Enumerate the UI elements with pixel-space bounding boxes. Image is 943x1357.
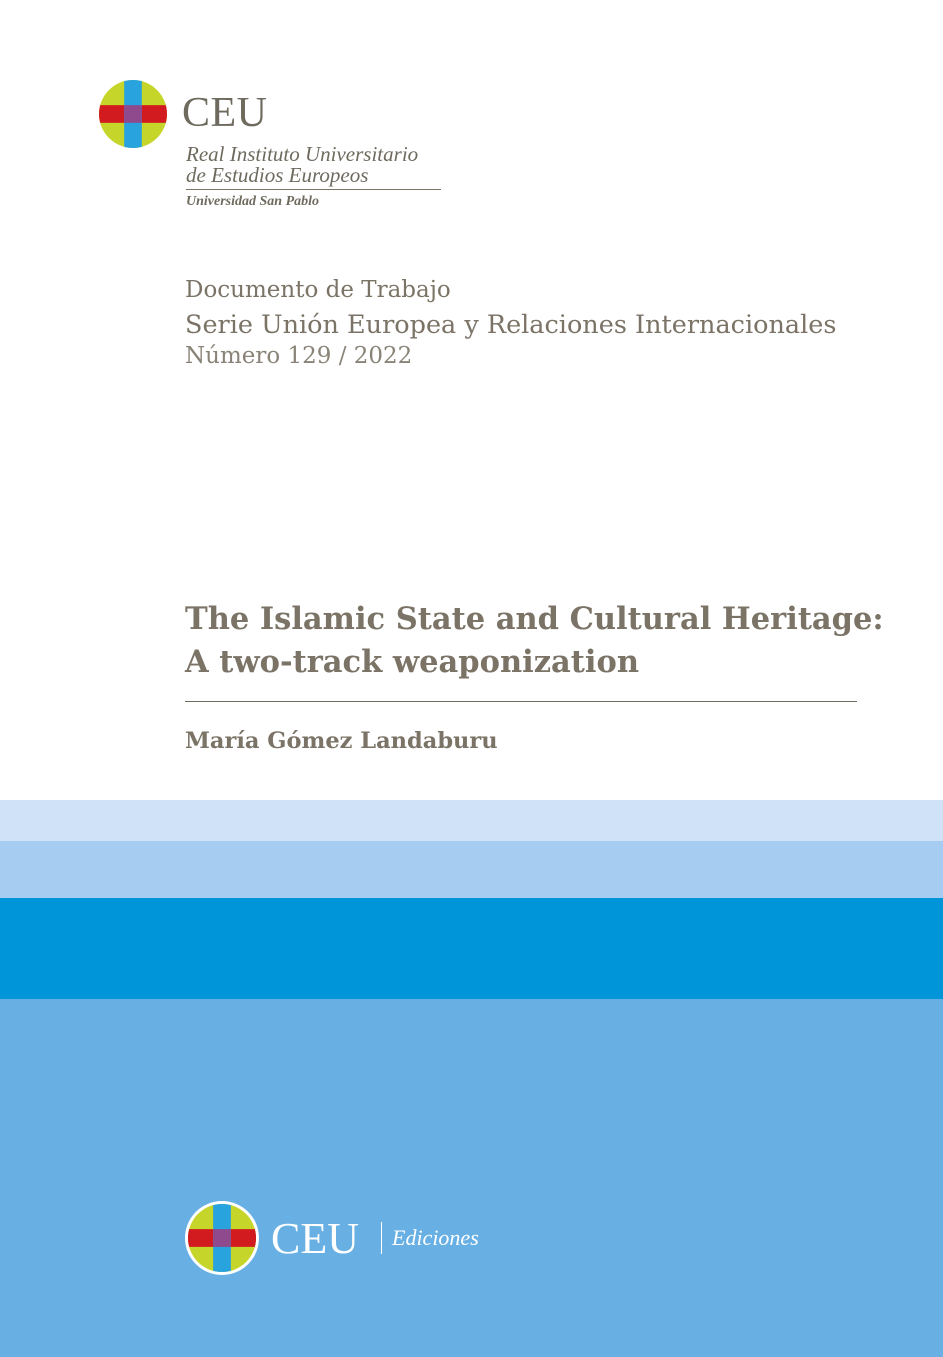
series-name: Serie Unión Europea y Relaciones Internacionales <box>185 310 837 340</box>
band-strong <box>0 898 943 999</box>
university-name: Universidad San Pablo <box>186 194 320 209</box>
ceu-ediciones-wordmark: CEU <box>271 1214 359 1263</box>
ceu-emblem-icon <box>99 80 167 148</box>
imprint-name: Ediciones <box>392 1225 479 1250</box>
band-light <box>0 800 943 841</box>
imprint-separator <box>381 1222 382 1254</box>
band-base <box>0 999 943 1357</box>
ceu-wordmark: CEU <box>182 90 268 136</box>
title-divider <box>185 701 857 702</box>
institute-divider <box>186 189 441 190</box>
band-mid <box>0 841 943 898</box>
issue-number: Número 129 / 2022 <box>185 343 413 369</box>
document-type: Documento de Trabajo <box>185 277 451 303</box>
institute-name-line1: Real Instituto Universitario <box>186 142 419 166</box>
institute-name-line2: de Estudios Europeos <box>186 163 369 187</box>
title-line2: A two-track weaponization <box>185 644 640 680</box>
ceu-ediciones-emblem-icon <box>185 1201 259 1275</box>
title-line1: The Islamic State and Cultural Heritage: <box>185 601 884 637</box>
author-name: María Gómez Landaburu <box>185 728 498 754</box>
